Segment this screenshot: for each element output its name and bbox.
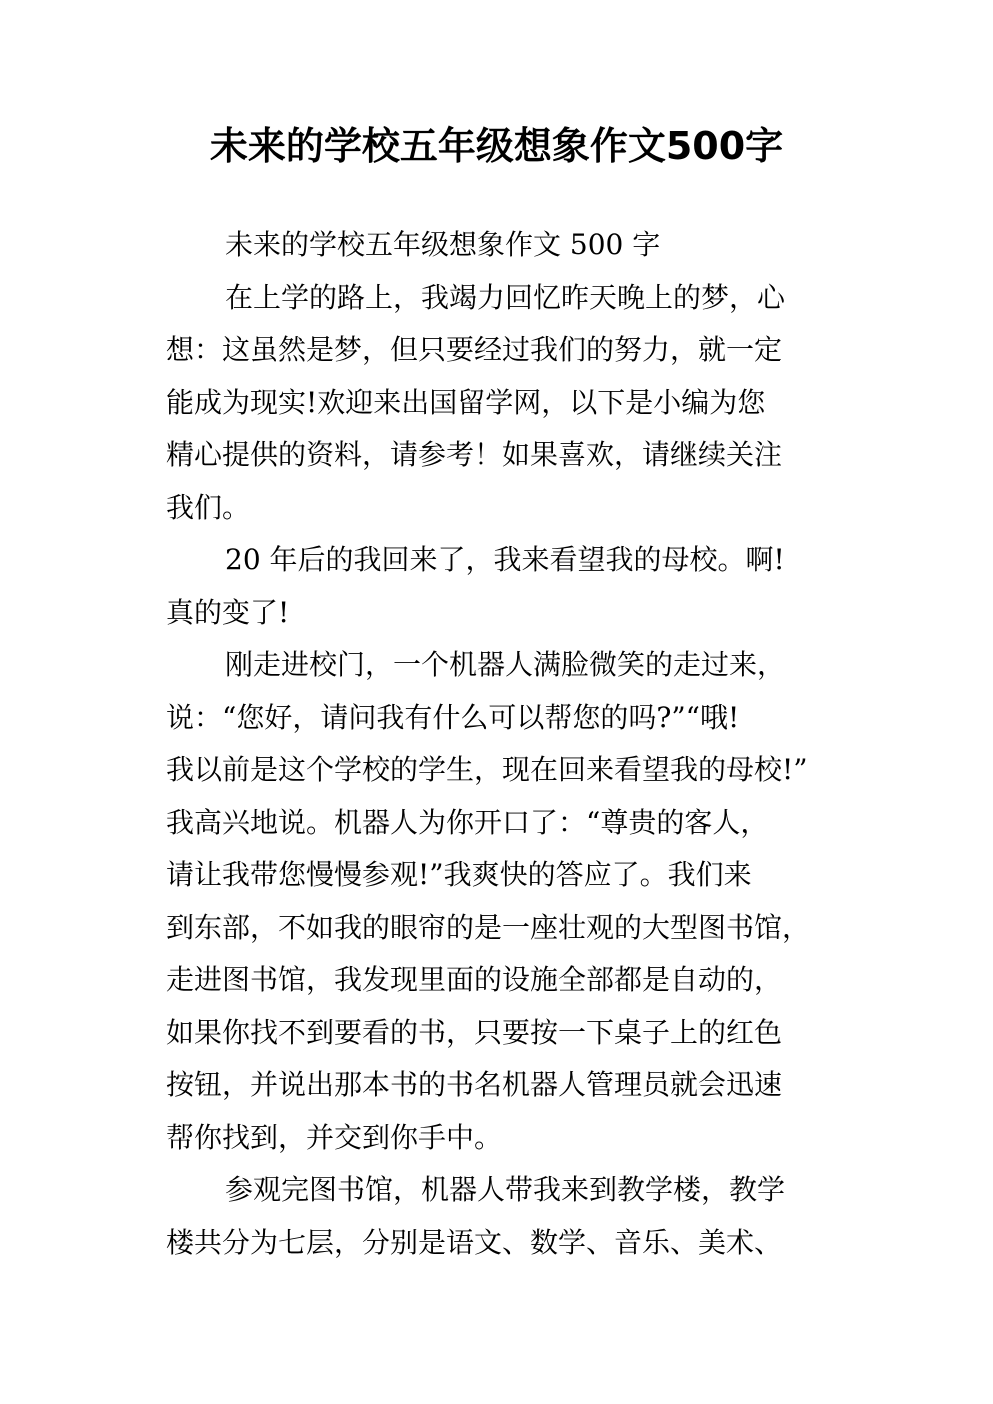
body-line: 到东部，不如我的眼帘的是一座壮观的大型图书馆， [166,910,811,944]
document-title: 未来的学校五年级想象作文500字 [209,124,784,168]
body-line: 刚走进校门，一个机器人满脸微笑的走过来， [225,648,786,681]
body-line: 未来的学校五年级想象作文 500 字 [225,228,661,261]
body-line: 在上学的路上，我竭力回忆昨天晚上的梦，心 [225,280,786,314]
body-line: 如果你找不到要看的书，只要按一下桌子上的红色 [166,1015,783,1049]
body-line: 能成为现实!欢迎来出国留学网，以下是小编为您 [166,385,766,419]
body-line: 我高兴地说。机器人为你开口了：“尊贵的客人， [166,805,769,839]
body-line: 真的变了! [166,595,290,629]
body-line: 说：“您好，请问我有什么可以帮您的吗?”“哦! [166,700,740,734]
body-line: 我们。 [166,490,251,524]
document-body [166,219,866,1269]
body-line: 请让我带您慢慢参观!”我爽快的答应了。我们来 [166,858,752,891]
body-line: 帮你找到，并交到你手中。 [166,1120,503,1154]
body-line: 走进图书馆，我发现里面的设施全部都是自动的， [166,963,783,996]
body-line: 楼共分为七层，分别是语文、数学、音乐、美术、 [166,1225,783,1259]
body-line: 20 年后的我回来了，我来看望我的母校。啊! [225,543,785,576]
body-line: 我以前是这个学校的学生，现在回来看望我的母校!” [166,753,808,786]
body-line: 参观完图书馆，机器人带我来到教学楼，教学 [225,1173,786,1206]
body-line: 按钮，并说出那本书的书名机器人管理员就会迅速 [166,1068,783,1101]
body-line: 想：这虽然是梦，但只要经过我们的努力，就一定 [166,333,783,366]
body-line: 精心提供的资料，请参考！如果喜欢，请继续关注 [166,438,783,471]
